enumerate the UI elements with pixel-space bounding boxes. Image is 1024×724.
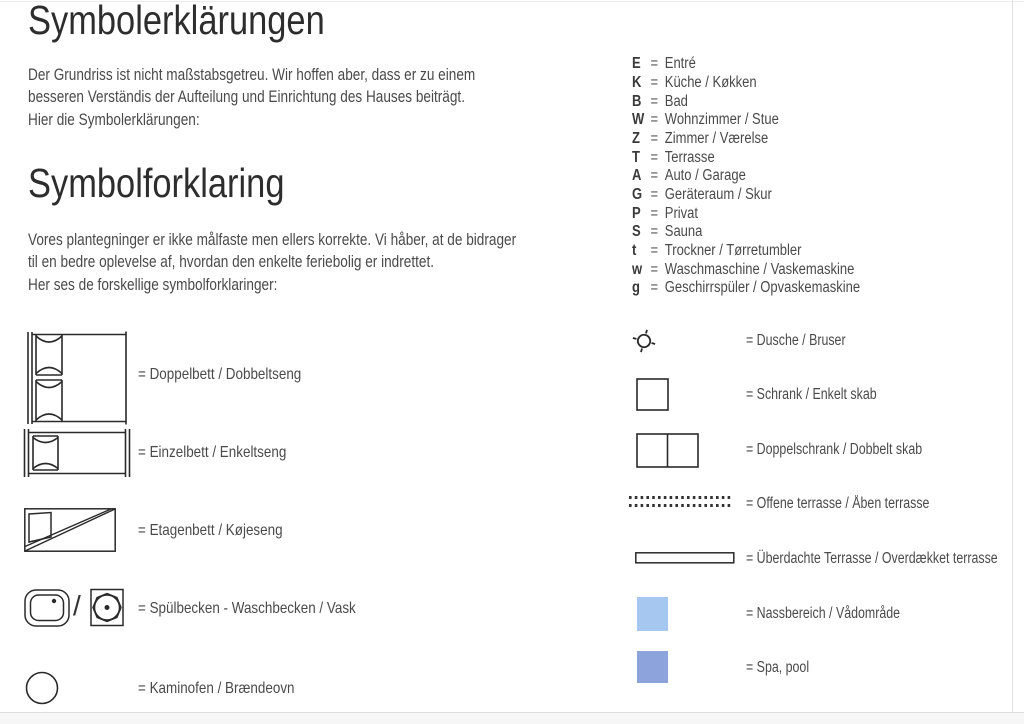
abbreviation-letter: t (632, 241, 637, 259)
abbreviation-label: Zimmer / Værelse (664, 129, 769, 147)
bunk-bed-label: = Etagenbett / Køjeseng (138, 522, 283, 539)
equals-sign: = (650, 241, 659, 259)
abbreviation-letter: w (632, 260, 643, 278)
danish-line-2: til en bedre oplevelse af, hvordan den enkelte feriebolig er indrettet. (28, 252, 434, 272)
abbreviation-letter: Z (632, 129, 640, 147)
abbreviation-letter: K (632, 73, 642, 91)
equals-sign: = (650, 260, 659, 278)
double-bed-icon (25, 331, 131, 425)
abbreviation-label: Auto / Garage (664, 167, 746, 185)
german-paragraph (28, 64, 475, 131)
double-cabinet-icon (636, 433, 699, 468)
single-cabinet-icon (636, 378, 669, 411)
abbreviation-list (632, 55, 860, 298)
washbasin-icon (90, 587, 124, 628)
german-title: Symbolerklärungen (28, 0, 325, 43)
page-right-edge (1012, 0, 1013, 724)
abbreviation-row (632, 223, 860, 242)
abbreviation-letter: S (632, 223, 641, 241)
sink-washbasin-label: = Spülbecken - Waschbecken / Vask (138, 600, 356, 617)
equals-sign: = (650, 167, 659, 185)
equals-sign: = (650, 223, 659, 241)
double-cabinet-label: = Doppelschrank / Dobbelt skab (746, 441, 923, 458)
german-line-1: Der Grundriss ist nicht maßstabsgetreu. Wir hoffen aber, dass er zu einem (28, 65, 476, 84)
equals-sign: = (650, 92, 659, 110)
abbreviation-label: Privat (664, 204, 699, 222)
abbreviation-label: Geräteraum / Skur (664, 185, 772, 203)
danish-title: Symbolforklaring (28, 160, 285, 206)
wet-area-swatch (637, 597, 668, 631)
equals-sign: = (650, 73, 659, 91)
abbreviation-label: Entré (664, 55, 696, 73)
equals-sign: = (650, 279, 659, 297)
open-terrace-label: = Offene terrasse / Åben terrasse (746, 495, 930, 512)
abbreviation-row (632, 242, 860, 261)
abbreviation-row (632, 204, 860, 223)
single-bed-label: = Einzelbett / Enkeltseng (138, 444, 287, 461)
equals-sign: = (650, 148, 659, 166)
wet-area-label: = Nassbereich / Vådområde (746, 605, 901, 622)
abbreviation-label: Küche / Køkken (664, 73, 757, 91)
abbreviation-row (632, 148, 860, 167)
abbreviation-label: Sauna (664, 223, 703, 241)
spa-pool-label: = Spa, pool (746, 659, 810, 676)
covered-terrace-icon (635, 552, 735, 564)
abbreviation-label: Trockner / Tørretumbler (664, 241, 802, 259)
abbreviation-row (632, 130, 860, 149)
abbreviation-row (632, 279, 860, 298)
abbreviation-label: Geschirrspüler / Opvaskemaskine (664, 279, 861, 297)
abbreviation-row (632, 260, 860, 279)
shower-icon (631, 328, 657, 354)
equals-sign: = (650, 129, 659, 147)
abbreviation-letter: P (632, 204, 641, 222)
abbreviation-row (632, 55, 860, 74)
abbreviation-label: Bad (664, 92, 688, 110)
abbreviation-label: Wohnzimmer / Stue (664, 111, 779, 129)
page-bottom-strip (0, 713, 1024, 724)
equals-sign: = (650, 204, 659, 222)
german-line-3: Hier die Symbolerklärungen: (28, 109, 200, 129)
kitchen-sink-icon (24, 589, 70, 627)
abbreviation-row (632, 92, 860, 111)
slash-separator: / (73, 590, 81, 621)
wood-stove-icon (25, 671, 59, 705)
covered-terrace-label: = Überdachte Terrasse / Overdækket terrasse (746, 550, 998, 567)
abbreviation-letter: E (632, 55, 641, 73)
single-bed-icon (22, 429, 132, 477)
abbreviation-label: Waschmaschine / Vaskemaskine (664, 260, 855, 278)
equals-sign: = (650, 185, 659, 203)
abbreviation-row (632, 111, 860, 130)
abbreviation-letter: W (632, 111, 645, 129)
danish-line-3: Her ses de forskellige symbolforklaringer: (28, 274, 278, 294)
wood-stove-label: = Kaminofen / Brændeovn (138, 680, 295, 697)
spa-pool-swatch (637, 651, 668, 683)
abbreviation-letter: g (632, 279, 640, 297)
abbreviation-row (632, 186, 860, 205)
single-cabinet-label: = Schrank / Enkelt skab (746, 386, 877, 403)
bunk-bed-icon (24, 508, 116, 552)
abbreviation-letter: T (632, 148, 640, 166)
equals-sign: = (650, 111, 659, 129)
abbreviation-letter: A (632, 167, 642, 185)
abbreviation-letter: B (632, 92, 642, 110)
open-terrace-icon (628, 494, 734, 509)
danish-paragraph (28, 229, 516, 296)
german-line-2: besseren Verständis der Aufteilung und Einrichtung des Hauses beiträgt. (28, 87, 465, 107)
double-bed-label: = Doppelbett / Dobbeltseng (138, 366, 302, 383)
abbreviation-letter: G (632, 185, 643, 203)
equals-sign: = (650, 55, 659, 73)
abbreviation-row (632, 167, 860, 186)
danish-line-1: Vores plantegninger er ikke målfaste men ellers korrekte. Vi håber, at de bidrager (28, 230, 517, 249)
abbreviation-label: Terrasse (664, 148, 715, 166)
shower-label: = Dusche / Bruser (746, 332, 846, 349)
abbreviation-row (632, 74, 860, 93)
